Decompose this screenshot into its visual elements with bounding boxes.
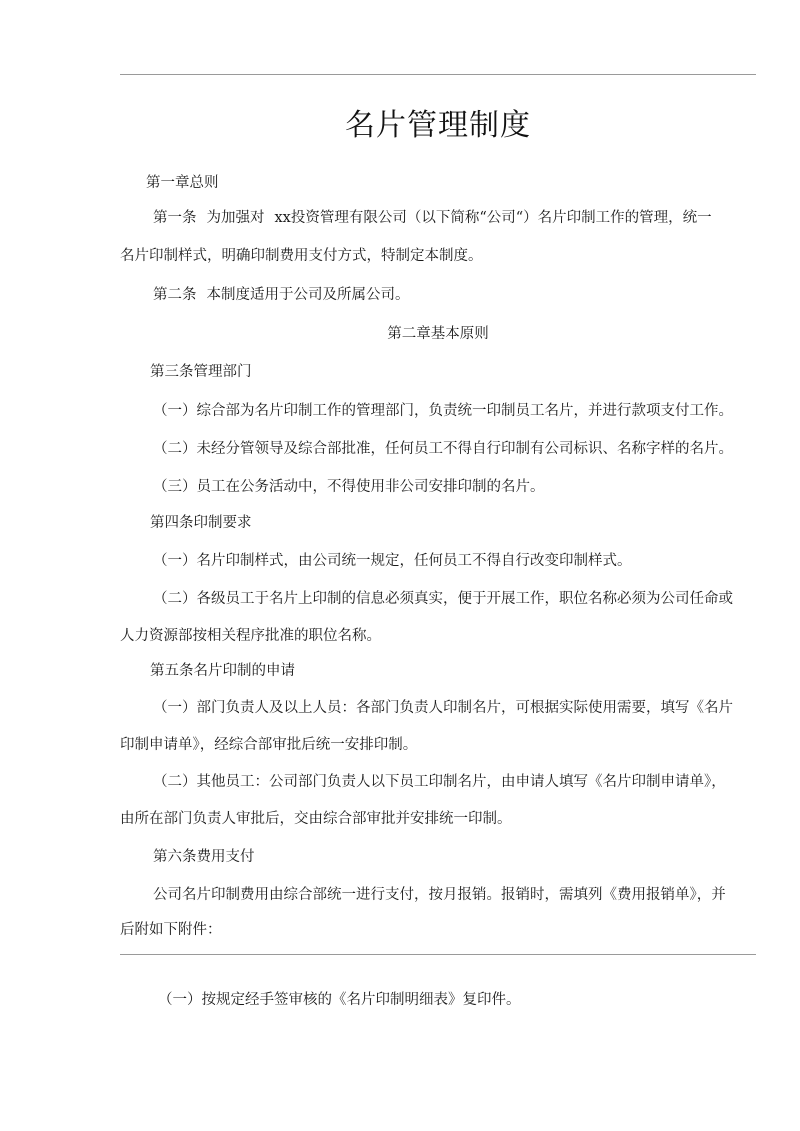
top-divider — [120, 74, 756, 75]
chapter-2-heading: 第二章基本原则 — [387, 326, 489, 342]
article-1-label: 第一条 — [153, 210, 197, 226]
article-2 — [153, 285, 410, 305]
page-break-divider — [120, 954, 756, 955]
article-1-text-part-2: xx投资管理有限公司（以下简称“公司“）名片印制工作的管理，统一 — [274, 210, 712, 226]
article-5-item-2-line-2: 由所在部门负责人审批后，交由综合部审批并安排统一印制。 — [120, 811, 512, 827]
article-2-label: 第二条 — [153, 287, 197, 303]
article-3-item-2: （二）未经分管领导及综合部批准，任何员工不得自行印制有公司标识、名称字样的名片。 — [153, 441, 733, 457]
article-4-item-1: （一）名片印制样式，由公司统一规定，任何员工不得自行改变印制样式。 — [153, 553, 632, 569]
article-3-heading: 第三条管理部门 — [150, 364, 252, 380]
article-4-item-2-line-2: 人力资源部按相关程序批准的职位名称。 — [120, 628, 381, 644]
article-1-text-part-1: 为加强对 — [206, 210, 265, 226]
article-1-line-2: 名片印制样式，明确印制费用支付方式，特制定本制度。 — [120, 248, 483, 264]
article-6-line-2: 后附如下附件： — [120, 922, 222, 938]
article-4-heading: 第四条印制要求 — [150, 515, 252, 531]
page-title: 名片管理制度 — [345, 108, 531, 143]
article-5-item-2-line-1: （二）其他员工：公司部门负责人以下员工印制名片，由申请人填写《名片印制申请单》， — [153, 774, 726, 790]
attachment-item-1: （一）按规定经手签审核的《名片印制明细表》复印件。 — [158, 992, 521, 1008]
chapter-1-heading: 第一章总则 — [146, 175, 219, 191]
article-5-item-1-line-2: 印制申请单》，经综合部审批后统一安排印制。 — [120, 737, 418, 753]
article-2-text: 本制度适用于公司及所属公司。 — [206, 287, 410, 303]
article-6-heading: 第六条费用支付 — [153, 849, 255, 865]
article-3-item-1: （一）综合部为名片印制工作的管理部门，负责统一印制员工名片，并进行款项支付工作。 — [153, 403, 733, 419]
article-1-line-1 — [153, 208, 712, 228]
article-3-item-3: （三）员工在公务活动中，不得使用非公司安排印制的名片。 — [153, 479, 545, 495]
article-4-item-2-line-1: （二）各级员工于名片上印制的信息必须真实，便于开展工作，职位名称必须为公司任命或 — [153, 591, 733, 607]
article-5-item-1-line-1: （一）部门负责人及以上人员：各部门负责人印制名片，可根据实际使用需要，填写《名片 — [153, 700, 733, 716]
article-5-heading: 第五条名片印制的申请 — [150, 663, 295, 679]
article-6-line-1: 公司名片印制费用由综合部统一进行支付，按月报销。报销时，需填列《费用报销单》，并 — [153, 887, 726, 903]
